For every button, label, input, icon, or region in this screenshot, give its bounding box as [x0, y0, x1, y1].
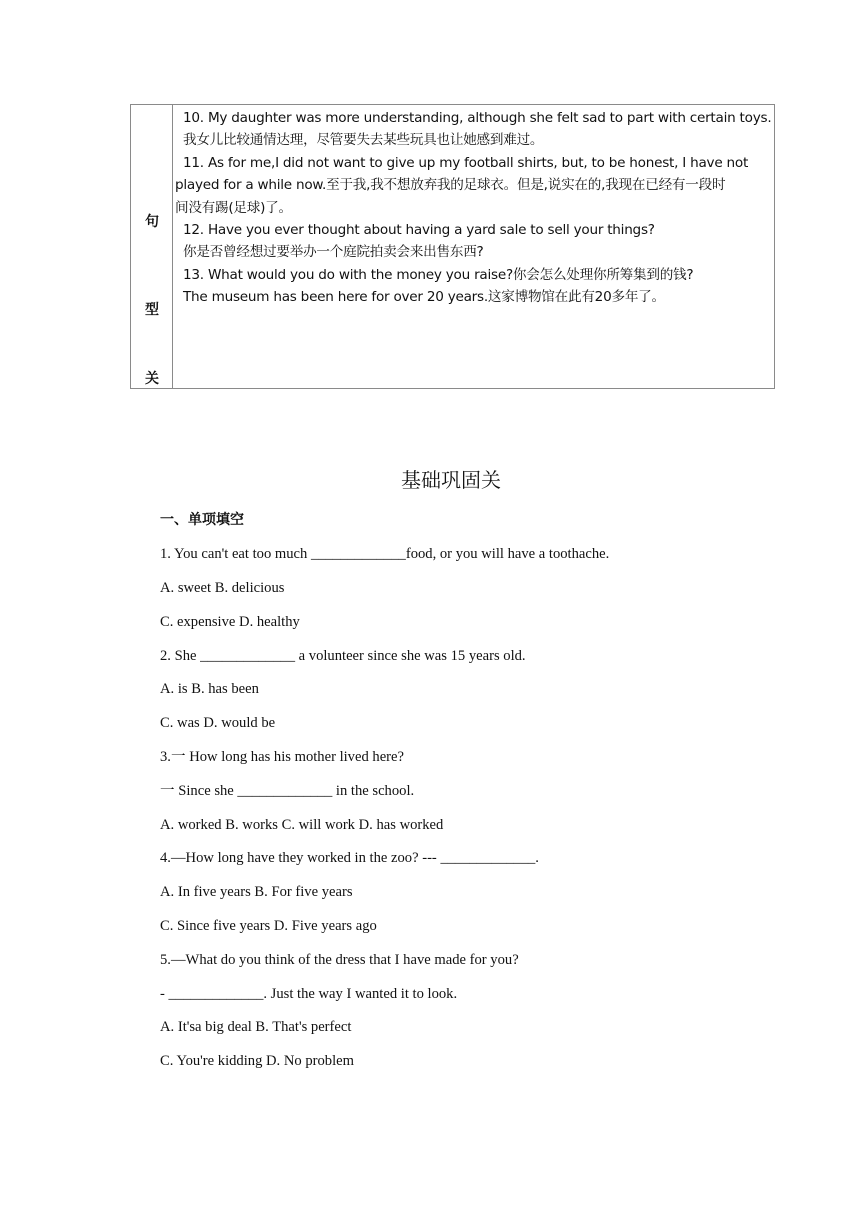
table-line: 我女儿比较通情达理，尽管要失去某些玩具也让她感到难过。 — [183, 132, 544, 149]
question-line: 2. She _____________ a volunteer since she was 15 years old. — [160, 648, 526, 664]
part-heading: 一、单项填空 — [160, 512, 244, 528]
question-line: 4.—How long have they worked in the zoo? --- _____________. — [160, 850, 539, 866]
question-line: - _____________. Just the way I wanted it to look. — [160, 986, 458, 1002]
question-line: C. was D. would be — [160, 715, 276, 731]
table-line: 10. My daughter was more understanding, although she felt sad to part with certain toys. — [183, 110, 772, 126]
table-label-char: 关 — [145, 371, 159, 387]
question-line: 一 Since she _____________ in the school. — [160, 783, 415, 799]
question-line: C. You're kidding D. No problem — [160, 1053, 354, 1069]
table-line: 12. Have you ever thought about having a yard sale to sell your things? — [183, 222, 655, 239]
table-label-column — [131, 105, 173, 388]
table-line: The museum has been here for over 20 years.这家博物馆在此有20多年了。 — [183, 289, 665, 306]
question-line: C. Since five years D. Five years ago — [160, 918, 377, 934]
question-line: C. expensive D. healthy — [160, 614, 300, 630]
question-line: 5.—What do you think of the dress that I have made for you? — [160, 952, 519, 968]
question-line: 3.一 How long has his mother lived here? — [160, 749, 404, 765]
question-line: 1. You can't eat too much _____________food, or you will have a toothache. — [160, 546, 610, 562]
question-line: A. sweet B. delicious — [160, 580, 285, 596]
table-label-char: 型 — [145, 302, 159, 318]
table-line: played for a while now.至于我,我不想放弃我的足球衣。但是,说实在的,我现在已经有一段时 — [175, 177, 726, 194]
question-line: A. In five years B. For five years — [160, 884, 353, 900]
table-line: 13. What would you do with the money you raise?你会怎么处理你所筹集到的钱? — [183, 266, 694, 283]
sentence-pattern-table — [130, 104, 775, 389]
table-line: 你是否曾经想过要举办一个庭院拍卖会来出售东西? — [183, 244, 484, 261]
table-line: 11. As for me,I did not want to give up my football shirts, but, to be honest, I have not — [183, 154, 749, 171]
section-title: 基础巩固关 — [401, 468, 501, 492]
question-line: A. worked B. works C. will work D. has worked — [160, 817, 444, 833]
table-content — [173, 105, 775, 388]
question-line: A. It'sa big deal B. That's perfect — [160, 1019, 352, 1035]
question-line: A. is B. has been — [160, 681, 259, 697]
table-label-char: 句 — [145, 214, 159, 230]
table-line: 间没有踢(足球)了。 — [175, 199, 292, 216]
